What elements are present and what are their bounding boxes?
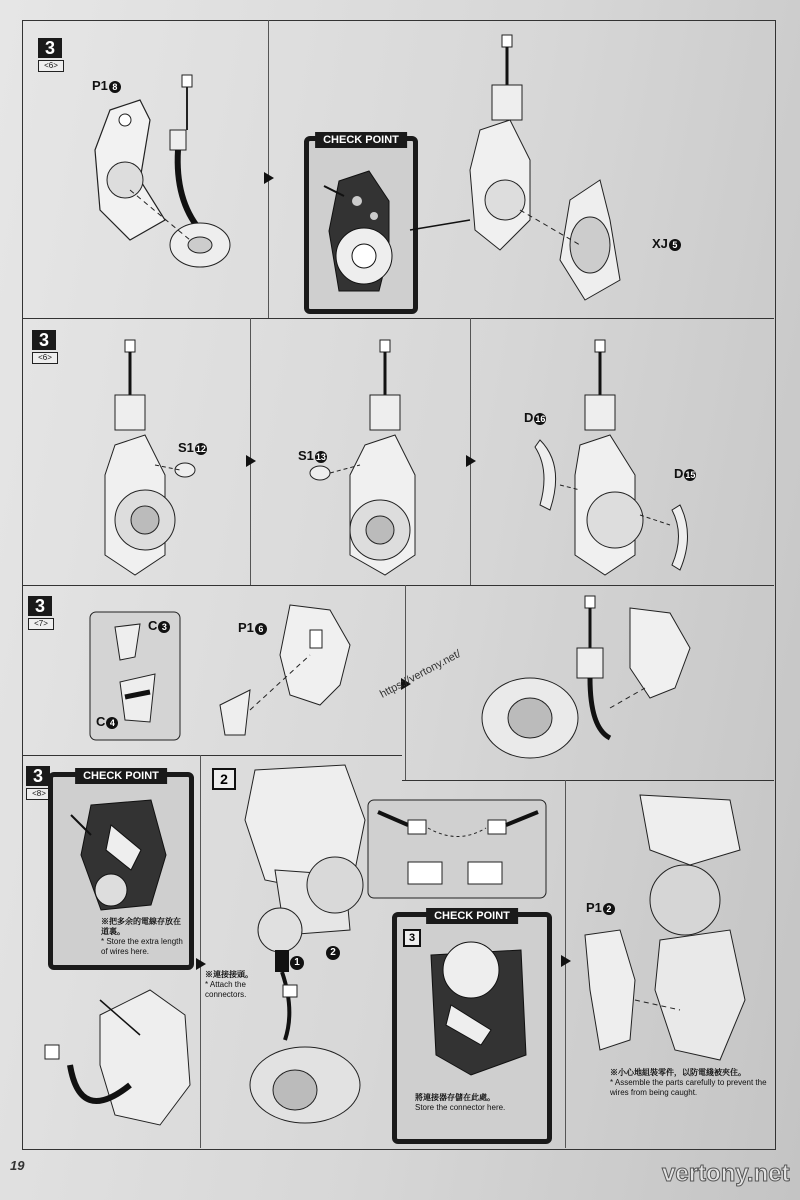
part-illustration-p16 <box>210 595 380 755</box>
part-illustration-p1 <box>70 70 270 300</box>
note-careful-cn: ※小心地組裝零件，以防電綫被夾住。 <box>610 1068 746 1077</box>
divider-2 <box>22 585 774 586</box>
check-point-box-a <box>48 772 194 970</box>
part-label-c-4: C 4 <box>96 714 118 729</box>
page-number: 19 <box>10 1158 25 1173</box>
check-point-illustration-1 <box>319 161 409 301</box>
connector-diagram <box>368 800 548 900</box>
watermark: vertony.net <box>662 1160 790 1187</box>
part-illustration-step4-left <box>40 975 200 1145</box>
part-illustration-assembled-1 <box>410 30 710 310</box>
order-number-2: 2 <box>326 946 340 960</box>
part-label-p1-8: P1 8 <box>92 78 121 93</box>
watermark-url: https://vertony.net/ <box>378 647 463 701</box>
part-label-p1-2: P1 2 <box>586 900 615 915</box>
step-arrow-1 <box>264 172 274 184</box>
part-illustration-step2b <box>305 335 455 580</box>
vdivider-2a <box>250 318 251 585</box>
part-label-d-16: D 16 <box>524 410 546 425</box>
part-illustration-step3-assembled <box>480 588 720 768</box>
note-careful-en: * Assemble the parts carefully to prevent the wires from being caught. <box>610 1078 767 1097</box>
check-point-box-b <box>392 912 552 1144</box>
check-point-title-a: CHECK POINT <box>75 768 167 784</box>
step-sub-1: <6> <box>38 60 64 72</box>
part-label-s1-13: S1 13 <box>298 448 326 463</box>
vdivider-4a <box>200 755 201 1148</box>
note-store-cn: ※把多余的電線存放在道裏。 <box>101 917 181 936</box>
step-arrow-3 <box>466 455 476 467</box>
step-arrow-6 <box>561 955 571 967</box>
check-point-title-b: CHECK POINT <box>426 908 518 924</box>
check-point-b-step: 3 <box>403 929 421 947</box>
part-label-xj-5: XJ 5 <box>652 236 681 251</box>
note-connector-cn: 將連接器存儲在此處。 <box>415 1093 495 1102</box>
divider-1 <box>22 318 774 319</box>
step-number-2: 3 <box>32 330 56 350</box>
part-label-p1-6: P1 6 <box>238 620 267 635</box>
check-point-illustration-b <box>411 935 535 1085</box>
note-attach-cn: ※連接接頭。 <box>205 970 253 979</box>
note-careful <box>610 1068 770 1098</box>
divider-3b <box>402 780 774 781</box>
part-label-d-15: D 15 <box>674 466 696 481</box>
step-sub-4: <8> <box>26 788 52 800</box>
step-arrow-2 <box>246 455 256 467</box>
vdivider-2b <box>470 318 471 585</box>
note-attach <box>205 970 275 1000</box>
step-number-1: 3 <box>38 38 62 58</box>
check-point-box-1 <box>304 136 418 314</box>
step-sub-2: <6> <box>32 352 58 364</box>
step-number-3: 3 <box>28 596 52 616</box>
check-point-title-1: CHECK POINT <box>315 132 407 148</box>
check-point-illustration-a <box>61 795 181 915</box>
part-label-s1-12: S1 12 <box>178 440 206 455</box>
note-connector <box>415 1093 535 1113</box>
sub-step-2-box: 2 <box>212 768 236 790</box>
note-attach-en: * Attach the connectors. <box>205 980 247 999</box>
order-number-1: 1 <box>290 956 304 970</box>
part-illustration-step2c <box>520 335 710 580</box>
divider-3 <box>22 755 402 756</box>
part-label-c-3: C 3 <box>148 618 170 633</box>
part-illustration-step4-right <box>580 790 770 1070</box>
part-illustration-step2a <box>95 335 245 580</box>
note-store-wires <box>101 917 185 957</box>
step-number-4: 3 <box>26 766 50 786</box>
note-connector-en: Store the connector here. <box>415 1103 506 1112</box>
step-sub-3: <7> <box>28 618 54 630</box>
note-store-en: * Store the extra length of wires here. <box>101 937 183 956</box>
step-arrow-5 <box>196 958 206 970</box>
